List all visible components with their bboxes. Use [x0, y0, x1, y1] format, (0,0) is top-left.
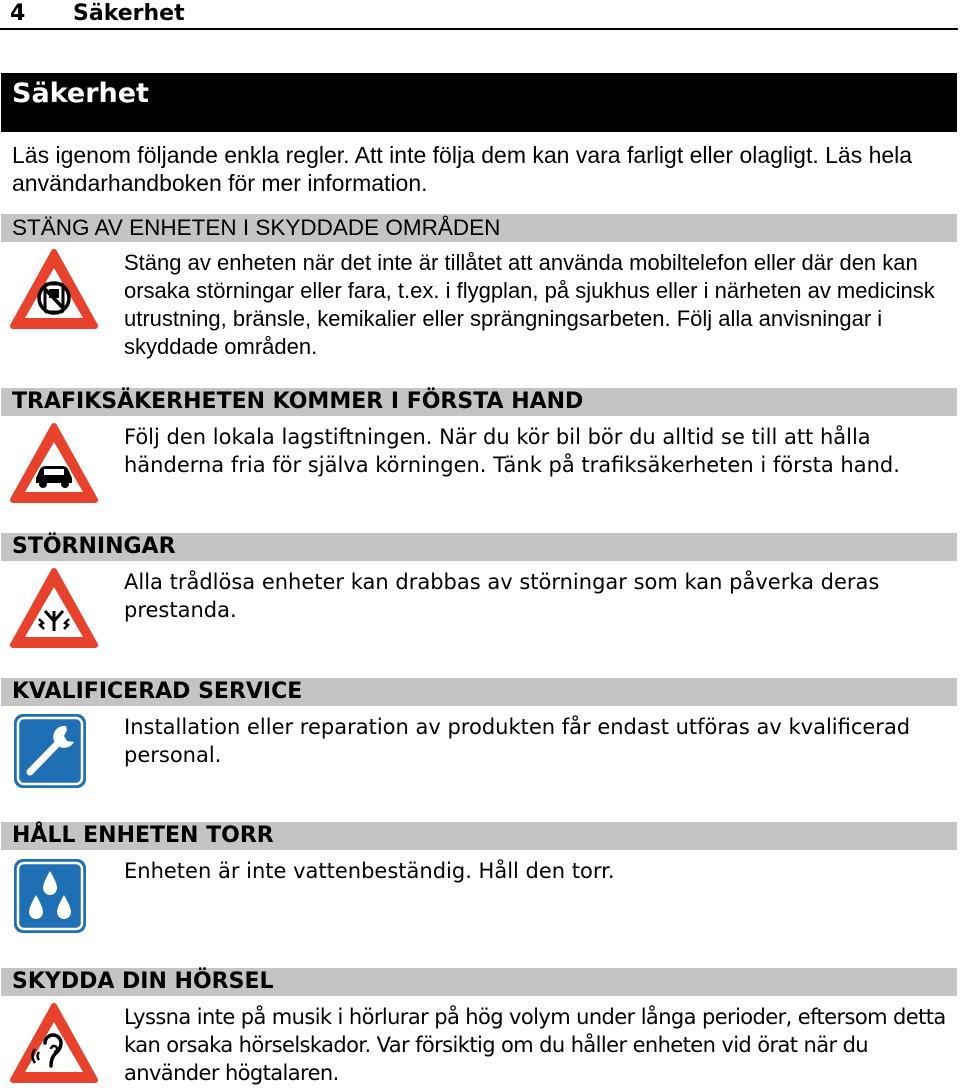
section-text: Stäng av enheten när det inte är tillåtet att använda mobiltelefon eller där den kan orsaka störningar eller fara, t.ex. i flygplan, på sjukhus eller i närheten av medicinsk utrustning, bränsle, kemikalier eller sprängningsarbeten. Följ alla anvisningar i skyddade områden.: [124, 250, 935, 359]
heading-bar: [1, 533, 957, 561]
mobile-prohibited-icon: [9, 248, 99, 330]
heading-bar: [1, 678, 957, 706]
chapter-title: Säkerhet: [73, 1, 185, 26]
section-service: [1, 678, 957, 767]
section-title-bar: [1, 73, 957, 132]
section-heading: SKYDDA DIN HÖRSEL: [12, 969, 274, 994]
section-keep-dry: [1, 822, 957, 883]
section-title: Säkerhet: [12, 78, 149, 109]
heading-bar: [1, 388, 957, 416]
section-heading: STÄNG AV ENHETEN I SKYDDADE OMRÅDEN: [12, 215, 501, 240]
heading-bar: [1, 822, 957, 850]
wrench-icon: [12, 712, 88, 790]
running-header: [0, 0, 958, 30]
hearing-warning-icon: [9, 1002, 99, 1086]
page-number: 4: [10, 1, 26, 26]
heading-bar: [1, 968, 957, 996]
section-heading: TRAFIKSÄKERHETEN KOMMER I FÖRSTA HAND: [12, 389, 584, 414]
intro-paragraph: Läs igenom följande enkla regler. Att inte följa dem kan vara farligt eller olagligt. Läs hela användarhandboken för mer information.: [12, 142, 913, 196]
section-switch-off: [1, 214, 957, 359]
section-heading: HÅLL ENHETEN TORR: [12, 823, 274, 848]
section-text: Lyssna inte på musik i hörlurar på hög volym under långa perioder, eftersom detta kan orsaka hörselskador. Var försiktig om du håller enheten vid örat när du använder högtalaren.: [124, 1005, 946, 1085]
section-heading: KVALIFICERAD SERVICE: [12, 679, 303, 704]
section-traffic: [1, 388, 957, 477]
section-text: Alla trådlösa enheter kan drabbas av störningar som kan påverka deras prestanda.: [124, 570, 880, 622]
section-text: Enheten är inte vattenbeständig. Håll den torr.: [124, 859, 615, 883]
section-heading: STÖRNINGAR: [12, 534, 176, 559]
section-interference: [1, 533, 957, 622]
section-hearing: [1, 968, 957, 1085]
interference-warning-icon: [9, 567, 99, 649]
section-text: Installation eller reparation av produkten får endast utföras av kvalificerad personal.: [124, 715, 911, 767]
water-drops-icon: [12, 857, 88, 935]
car-warning-icon: [9, 422, 99, 504]
heading-bar: [1, 214, 957, 242]
section-text: Följ den lokala lagstiftningen. När du kör bil bör du alltid se till att hålla händerna fria för själva körningen. Tänk på trafiksäkerheten i första hand.: [124, 425, 900, 477]
